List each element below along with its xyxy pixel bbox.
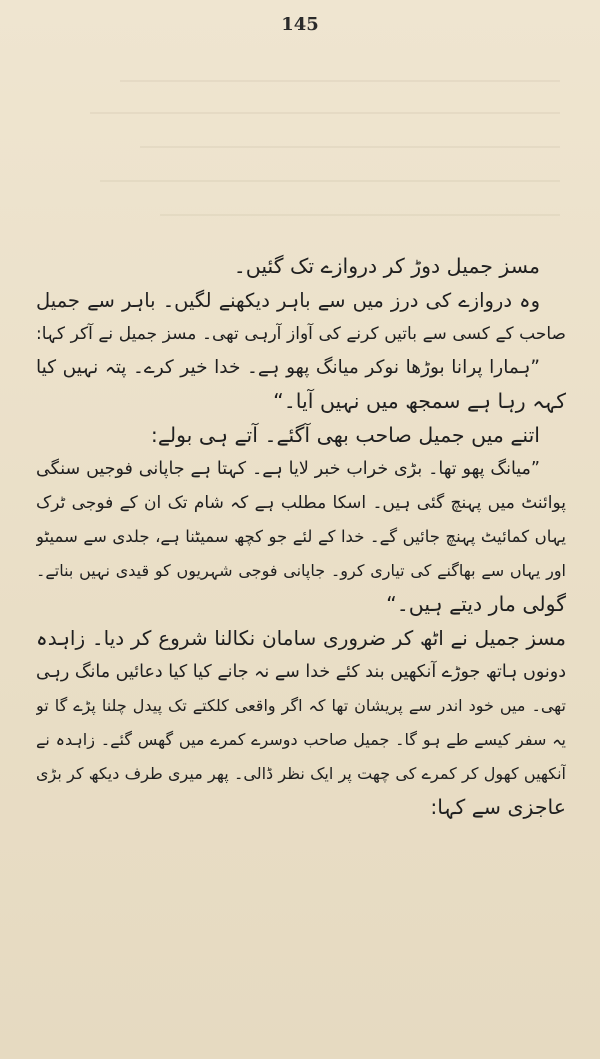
show-through-line: [140, 146, 560, 148]
text-line: آنکھیں کھول کر کمرے کی چھت پر ایک نظر ڈالی۔ پھر میری طرف دیکھ کر بڑی: [36, 763, 566, 783]
show-through-line: [120, 80, 560, 82]
text-line: کہہ رہا ہے سمجھ میں نہیں آیا۔“: [273, 389, 566, 414]
text-line: پوائنٹ میں پہنچ گئی ہیں۔ اسکا مطلب ہے کہ شام تک ان کے فوجی ٹرک: [36, 492, 566, 513]
text-line: مسز جمیل دوڑ کر دروازے تک گئیں۔: [233, 254, 540, 278]
body-text: [36, 250, 566, 825]
text-line: گولی مار دیتے ہیں۔“: [386, 591, 566, 616]
show-through-line: [160, 214, 560, 216]
text-line: ”میانگ پھو تھا۔ بڑی خراب خبر لایا ہے۔ کہتا ہے جاپانی فوجیں سنگی: [36, 458, 540, 479]
text-line: عاجزی سے کہا:: [430, 794, 566, 819]
text-line: دونوں ہاتھ جوڑے آنکھیں بند کئے خدا سے نہ جانے کیا کیا دعائیں مانگ رہی: [36, 661, 566, 682]
text-line: یہ سفر کیسے طے ہو گا۔ جمیل صاحب دوسرے کمرے میں گھس گئے۔ زاہدہ نے: [36, 730, 566, 750]
text-line: اور یہاں سے بھاگنے کی تیاری کرو۔ جاپانی فوجی شہریوں کو قیدی نہیں بناتے۔: [36, 561, 566, 581]
text-line: وہ دروازے کی درز میں سے باہر دیکھنے لگیں۔ باہر سے جمیل: [36, 288, 540, 312]
text-line: یہاں کمائیٹ پہنچ جائیں گے۔ خدا کے لئے جو کچھ سمیٹنا ہے، جلدی سے سمیٹو: [36, 527, 566, 547]
text-line: تھی۔ میں خود اندر سے پریشان تھا کہ اگر واقعی کلکتے تک پیدل چلنا پڑے گا تو: [36, 696, 566, 716]
text-line: مسز جمیل نے اٹھ کر ضروری سامان نکالنا شروع کر دیا۔ زاہدہ: [36, 625, 566, 650]
text-line: اتنے میں جمیل صاحب بھی آگئے۔ آتے ہی بولے:: [150, 422, 540, 447]
text-line: ”ہمارا پرانا بوڑھا نوکر میانگ پھو ہے۔ خدا خیر کرے۔ پتہ نہیں کیا: [36, 357, 540, 379]
text-line: صاحب کے کسی سے باتیں کرنے کی آواز آرہی تھی۔ مسز جمیل نے آکر کہا:: [36, 323, 566, 344]
show-through-line: [90, 112, 560, 114]
show-through-line: [100, 180, 560, 182]
page-number: 145: [281, 14, 319, 35]
